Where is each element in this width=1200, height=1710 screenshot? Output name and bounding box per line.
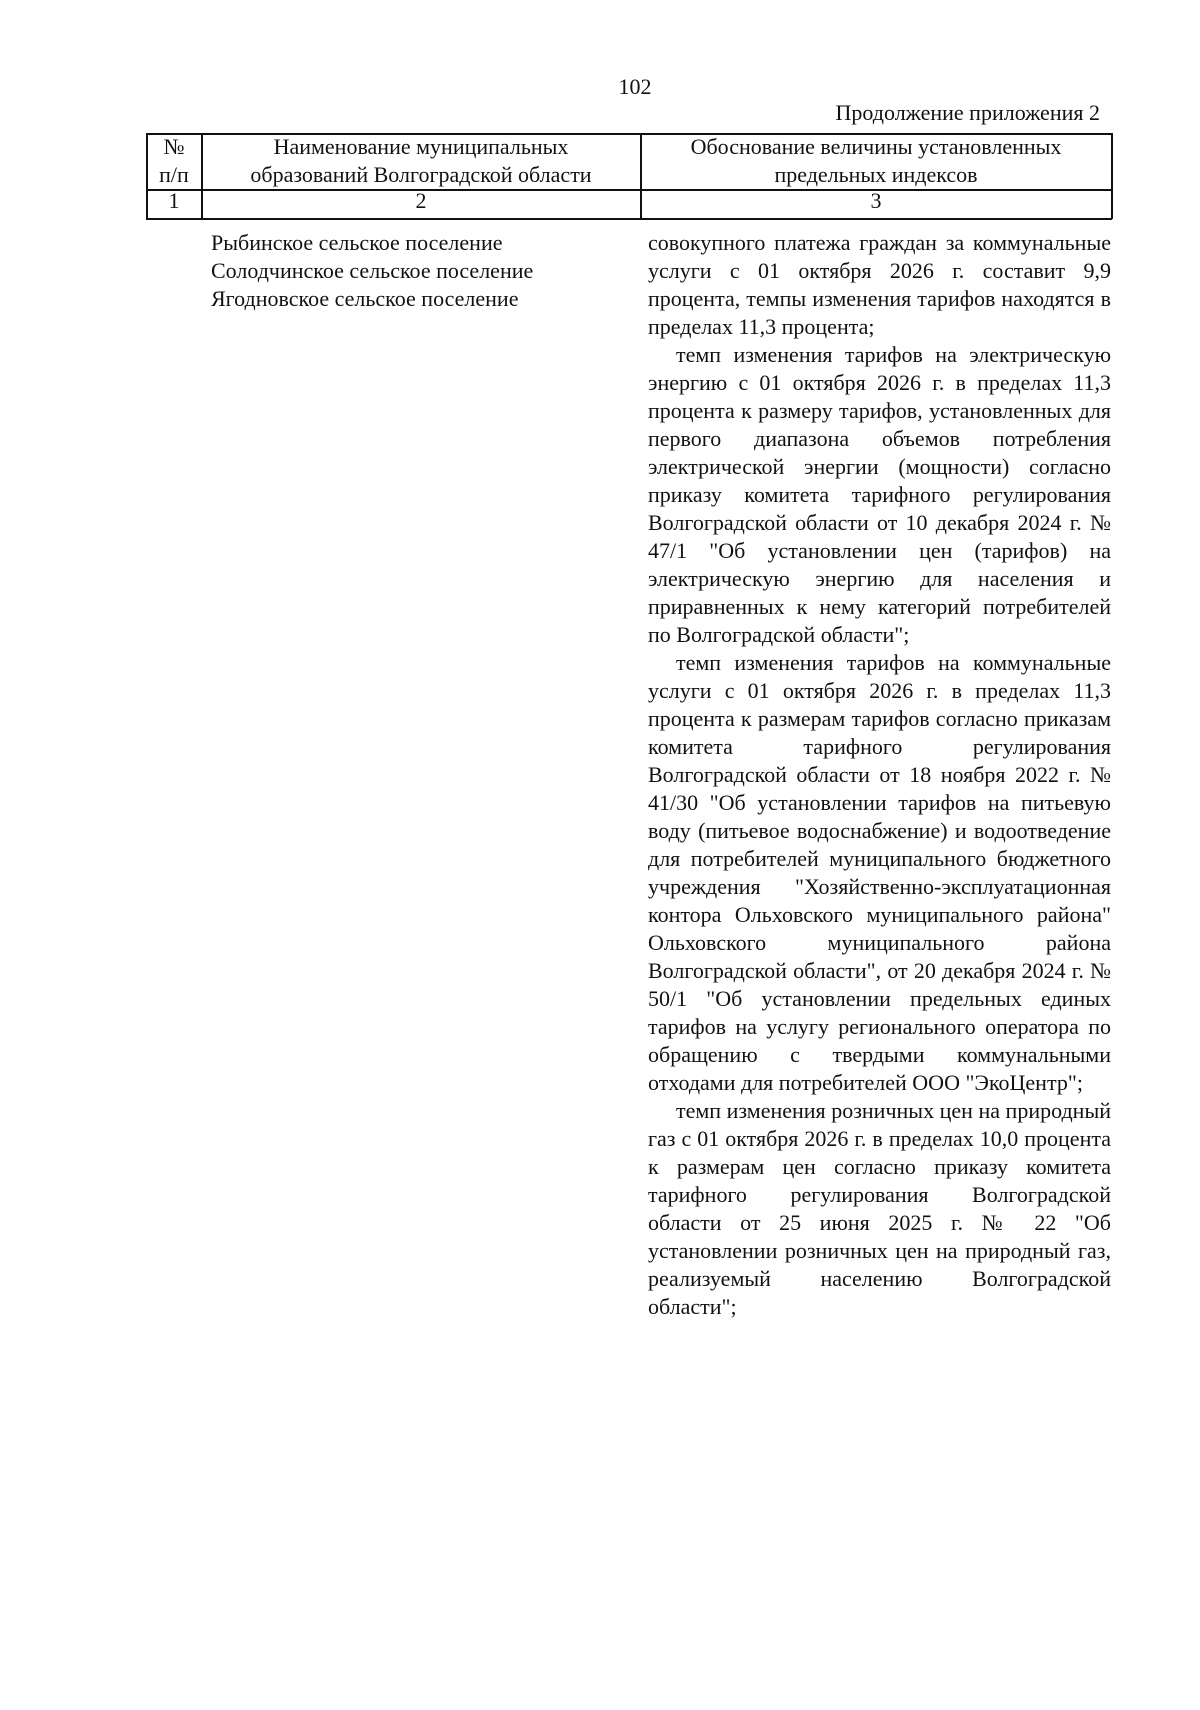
justification-paragraph: темп изменения тарифов на коммунальные услуги с 01 октября 2026 г. в пределах 11,3 процента к размерам тарифов согласно приказам комитета тарифного регулирования Волгоградской области от 18 ноября 2022 г. № 41/30 "Об установлении тарифов на питьевую воду (питьевое водоснабжение) и водоотведение для потребителей муниципального бюджетного учреждения "Хозяйственно-эксплуатационная контора Ольховского муниципального района" Ольховского муниципального района Волгоградской области", от 20 декабря 2024 г. № 50/1 "Об установлении предельных единых тарифов на услугу регионального оператора по обращению с твердыми коммунальными отходами для потребителей ООО "ЭкоЦентр"; (648, 650, 1111, 1095)
municipality-name: Рыбинское сельское поселение (211, 230, 503, 255)
page-number: 102 (618, 74, 652, 99)
header-justification-line2: предельных индексов (774, 162, 978, 187)
header-justification-line1: Обоснование величины установленных (690, 134, 1062, 159)
continuation-label: Продолжение приложения 2 (835, 100, 1100, 125)
column-divider-right (1111, 133, 1113, 219)
column-number-3: 3 (870, 188, 882, 213)
header-municipality-line2: образований Волгоградской области (250, 162, 592, 187)
justification-text (648, 229, 1111, 1321)
justification-paragraph: темп изменения тарифов на электрическую энергию с 01 октября 2026 г. в пределах 11,3 процента к размеру тарифов, установленных для первого диапазона объемов потребления электрической энергии (мощности) согласно приказу комитета тарифного регулирования Волгоградской области от 10 декабря 2024 г. № 47/1 "Об установлении цен (тарифов) на электрическую энергию для населения и приравненных к нему категорий потребителей по Волгоградской области"; (648, 342, 1111, 647)
column-number-1: 1 (168, 188, 180, 213)
header-number-line1: № (163, 134, 185, 159)
municipality-name: Ягодновское сельское поселение (211, 286, 519, 311)
header-justification (641, 133, 1111, 189)
header-number (147, 133, 201, 189)
header-municipality (202, 133, 640, 189)
column-number-2: 2 (415, 188, 427, 213)
justification-paragraph: совокупного платежа граждан за коммунальные услуги с 01 октября 2026 г. составит 9,9 процента, темпы изменения тарифов находятся в пределах 11,3 процента; (648, 230, 1111, 339)
header-municipality-line1: Наименование муниципальных (273, 134, 569, 159)
municipality-list (211, 229, 611, 313)
header-number-line2: п/п (159, 162, 189, 187)
column-numbers-bottom-border (146, 218, 1112, 220)
justification-paragraph: темп изменения розничных цен на природный газ с 01 октября 2026 г. в пределах 10,0 процента к размерам цен согласно приказу комитета тарифного регулирования Волгоградской области от 25 июня 2025 г. № 22 "Об установлении розничных цен на природный газ, реализуемый населению Волгоградской области"; (648, 1098, 1111, 1319)
municipality-name: Солодчинское сельское поселение (211, 258, 534, 283)
